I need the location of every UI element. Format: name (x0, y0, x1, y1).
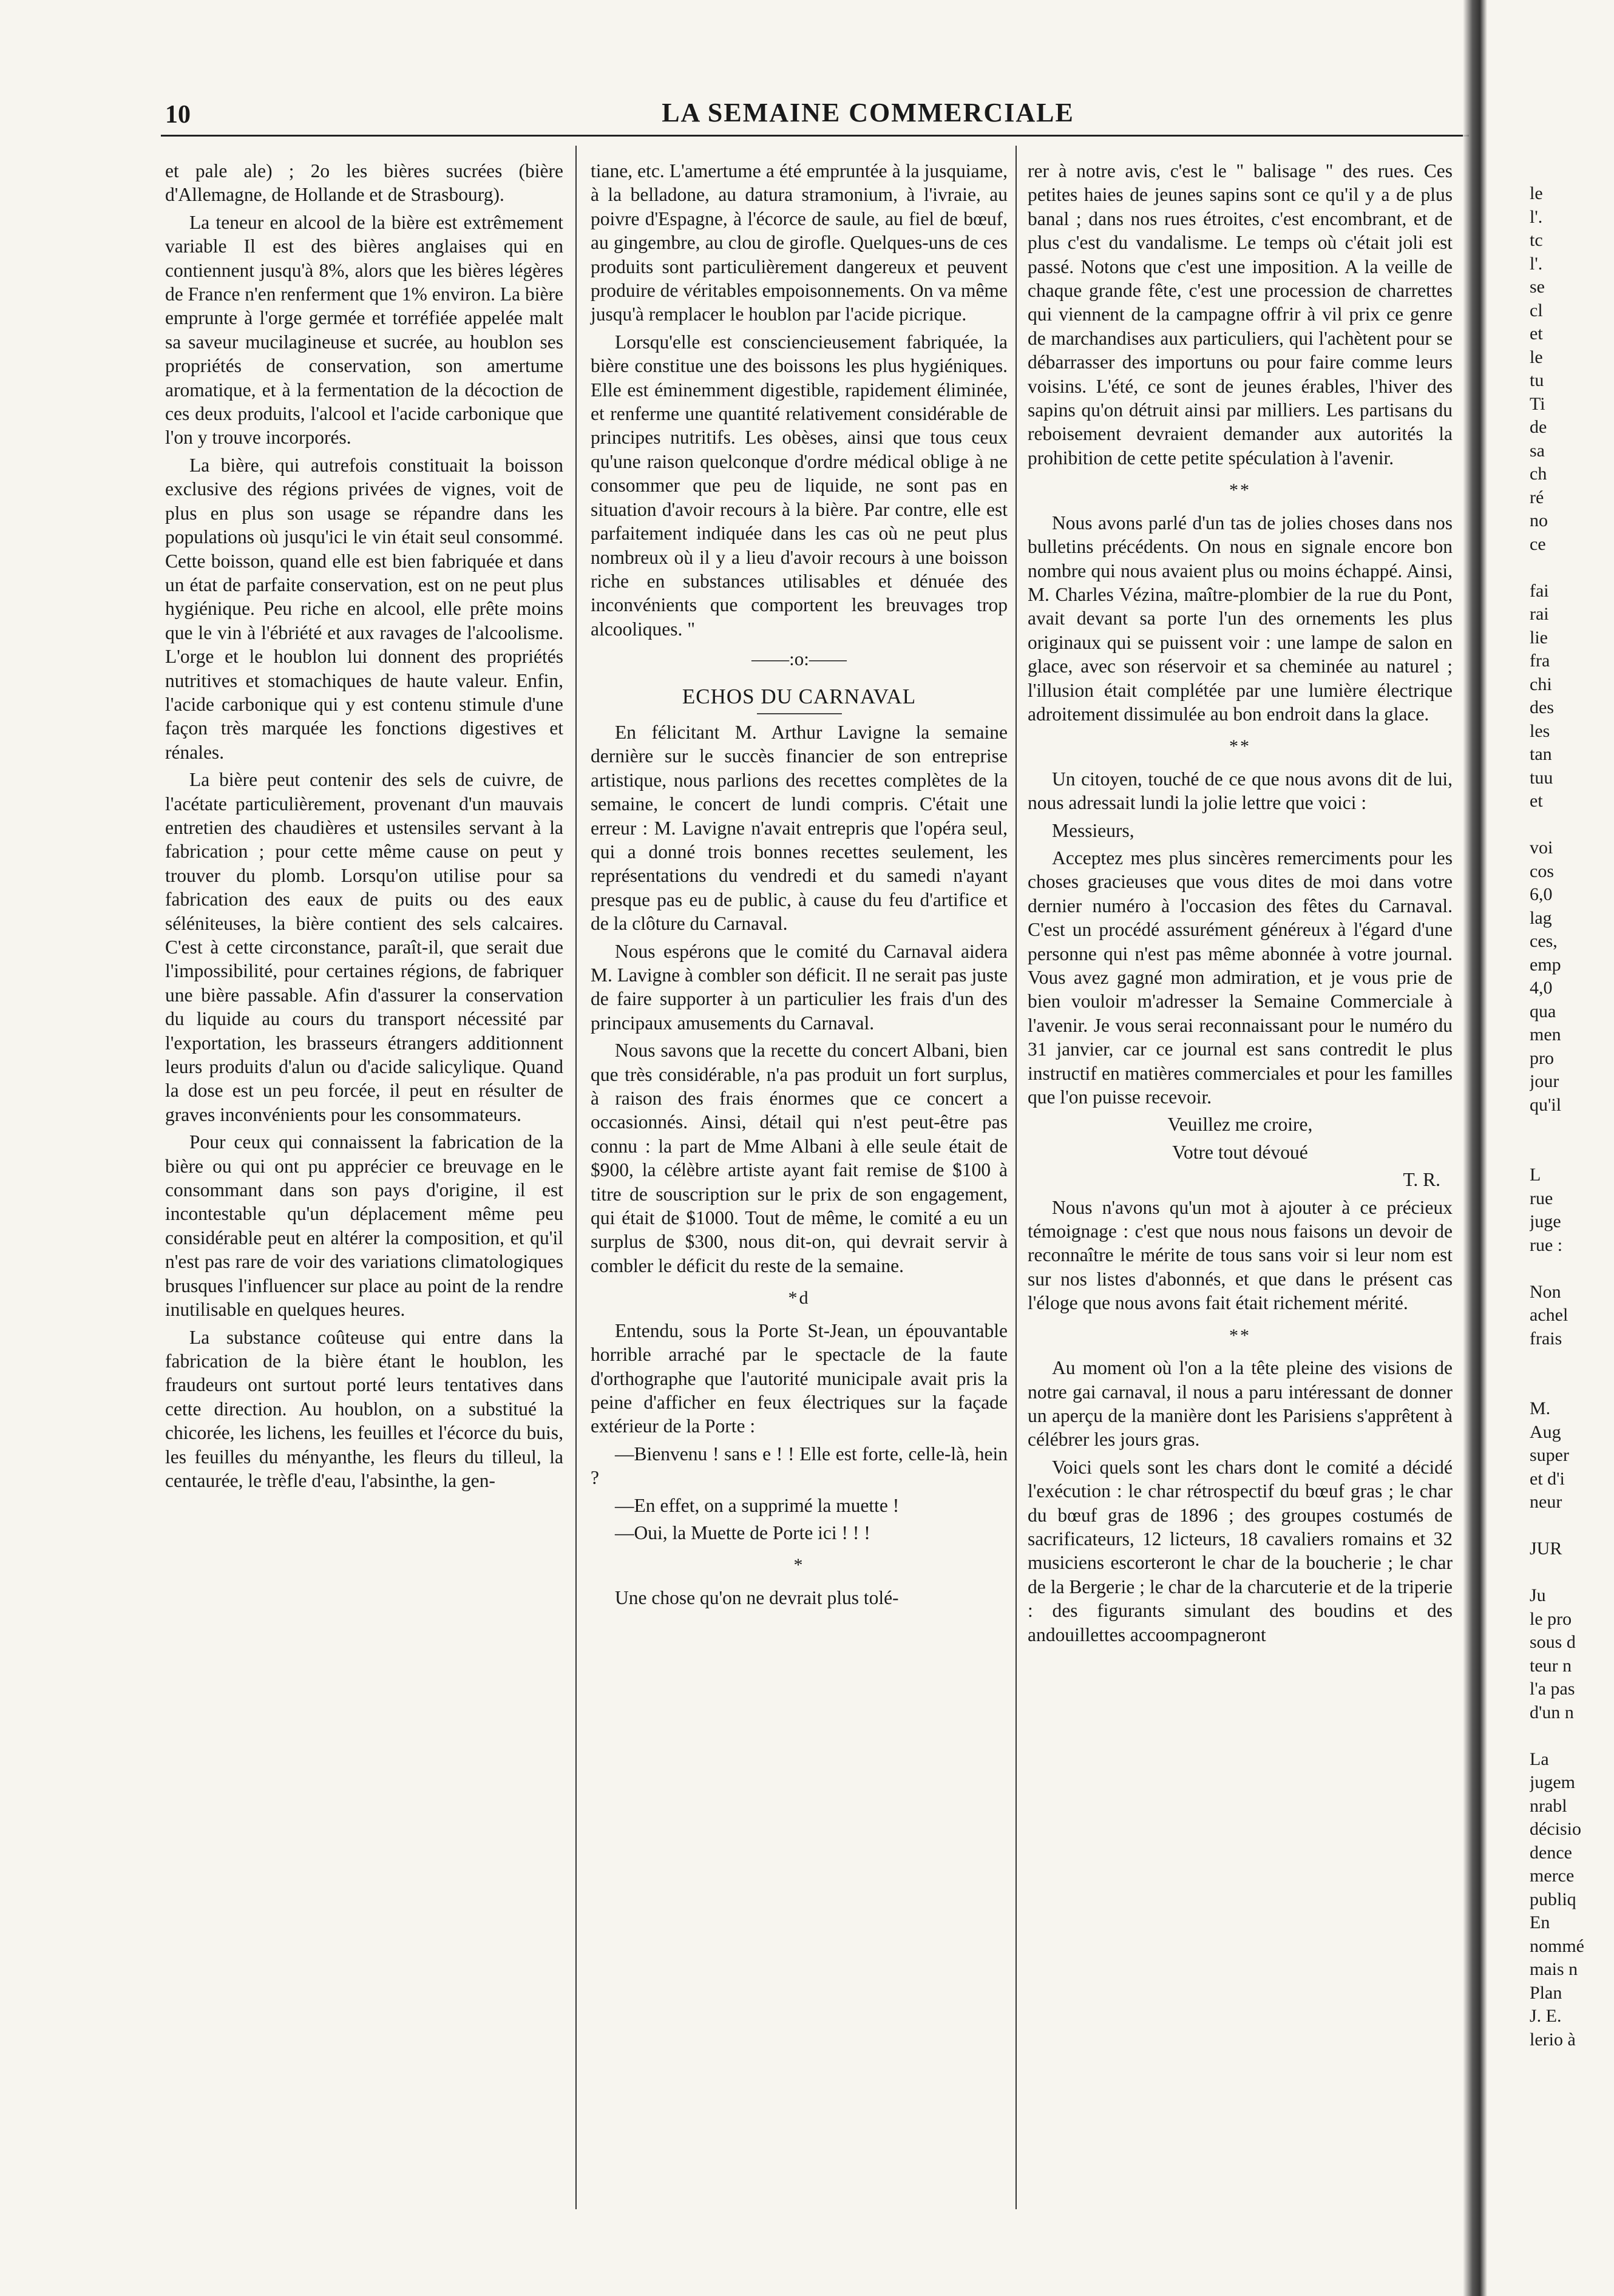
edge-fragment: teur n (1530, 1655, 1572, 1676)
article-paragraph: Lorsqu'elle est consciencieusement fabriquée, la bière constitue une des boissons les plus hygiéniques. Elle est éminemment digestible, rapidement éliminée, et renferme une quantité relativement considérable de principes nutritifs. Les obèses, ainsi que tous ceux qu'une raison quelconque d'ordre médical oblige à ne consommer que peu de liquide, ne sont pas en situation d'avoir recours à la bière. Par contre, elle est parfaitement indiquée dans les cas où ne peut plus nombreux où il y a lieu d'avoir recours à une boisson riche en substances utilisables et dénuée des inconvénients que comportent les breuvages trop alcooliques. " (591, 331, 1008, 640)
article-paragraph: —Bienvenu ! sans e ! ! Elle est forte, celle-là, hein ? (591, 1443, 1008, 1489)
edge-fragment: de (1530, 417, 1547, 437)
edge-fragment: mais n (1530, 1959, 1578, 1979)
edge-fragment: lerio à (1530, 2029, 1576, 2050)
edge-fragment: tuu (1530, 767, 1553, 788)
edge-fragment: rue : (1530, 1234, 1563, 1255)
edge-fragment: J. E. (1530, 2006, 1562, 2026)
edge-fragment: achel (1530, 1305, 1568, 1325)
edge-fragment: tan (1530, 744, 1552, 764)
edge-fragment: La (1530, 1749, 1549, 1769)
article-paragraph: Nous espérons que le comité du Carnaval aidera M. Lavigne à combler son déficit. Il ne serait pas juste de faire supporter à un particulier les frais d'un des principaux amusements du Carnaval. (591, 940, 1008, 1034)
edge-fragment (1530, 813, 1590, 837)
edge-fragment: l'a pas (1530, 1679, 1575, 1699)
edge-fragment: tu (1530, 370, 1544, 390)
article-paragraph: En félicitant M. Arthur Lavigne la semaine dernière sur le succès financier de son entreprise artistique, nous parlions des recettes complètes de la semaine, le concert de lundi compris. C'était une erreur : M. Lavigne n'avait entrepris que l'opéra seul, qui a donné trois bonnes recettes seulement, les représentations du vendredi et du samedi n'ayant presque pas eu de public, à cause du feu d'artifice et de la clôture du Carnaval. (591, 721, 1008, 935)
edge-fragment: rai (1530, 604, 1549, 624)
edge-fragment: 4,0 (1530, 978, 1553, 998)
edge-fragment: jour (1530, 1071, 1559, 1091)
page-gutter-shadow (1463, 0, 1487, 2296)
asterism: ** (1229, 736, 1251, 757)
edge-fragment: sous d (1530, 1632, 1576, 1652)
edge-fragment: merce (1530, 1866, 1575, 1886)
edge-fragment: l'. (1530, 206, 1543, 227)
article-paragraph: Au moment où l'on a la tête pleine des visions de notre gai carnaval, il nous a paru intéressant de donner un aperçu de la manière dont les Parisiens s'apprêtent à célébrer les jours gras. (1028, 1357, 1453, 1451)
edge-fragment: chi (1530, 674, 1552, 694)
article-paragraph: Nous savons que la recette du concert Albani, bien que très considérable, n'a pas produit un fort surplus, à raison des frais énormes que ce concert a occasionnés. Ainsi, détail qui n'est peut-être pas connu : la part de Mme Albani à elle seule était de $900, la célèbre artiste ayant fait remise de $100 à titre de souscription sur le prix de son engagement, qui était de $1000. Tout de même, le comité a eu un surplus de $300, nous dit-on, qui devrait servir à combler le déficit du reste de la semaine. (591, 1040, 1008, 1276)
edge-fragment (1530, 556, 1590, 580)
article-paragraph: La bière peut contenir des sels de cuivre, de l'acétate particulièrement, provenant d'un mauvais entretien des chaudières et ustensiles servant à la fabrication ; pour cette même cause on peut y trouver du plomb. Lorsqu'on utilise pour sa fabrication des eaux de puits ou des eaux séléniteuses, la bière contient des sels calcaires. C'est à cette circonstance, paraît-il, que serait due l'impossibilité, pour certaines régions, de fabriquer une bière passable. Afin d'assurer la conservation du liquide au cours du transport nécessité par l'exportation, les brasseurs étrangers additionnent leurs produits d'alun ou d'acide salicylique. Quand la dose est un peu forcée, il peut en résulter de graves inconvénients pour les consommateurs. (165, 769, 563, 1125)
page-number: 10 (165, 101, 191, 129)
heading-rule (757, 713, 842, 714)
edge-fragment: décisio (1530, 1819, 1581, 1839)
column-2 (591, 159, 1008, 1613)
edge-fragment: frais (1530, 1328, 1562, 1349)
header-rule (161, 135, 1469, 137)
edge-fragment (1530, 1140, 1590, 1164)
article-paragraph: Voici quels sont les chars dont le comité a décidé l'exécution : le char rétrospectif du bœuf gras ; le char du bœuf gras de 1896 ; des groupes costumés de sacrificateurs, 12 licteurs, 18 cavaliers romains et 32 musiciens escorteront le char de la boucherie ; le char de la Bergerie ; le char de la charcuterie et de la triperie : des figurants simulant des boudins et des andouillettes accoompagneront (1028, 1456, 1453, 1645)
edge-fragment: et d'i (1530, 1468, 1565, 1489)
edge-fragment: Ti (1530, 393, 1545, 414)
article-paragraph: Un citoyen, touché de ce que nous avons dit de lui, nous adressait lundi la jolie lettre que voici : (1028, 768, 1453, 814)
edge-fragment: pro (1530, 1048, 1554, 1068)
edge-fragment: 6,0 (1530, 884, 1553, 904)
edge-fragment: fra (1530, 651, 1550, 671)
edge-fragment: no (1530, 510, 1548, 530)
edge-fragment: men (1530, 1024, 1561, 1045)
edge-fragment: ch (1530, 464, 1547, 484)
edge-fragment: lag (1530, 907, 1552, 928)
edge-fragment: ce (1530, 533, 1546, 554)
section-heading: ECHOS DU CARNAVAL (682, 684, 917, 708)
adjacent-page-fragments (1530, 182, 1590, 2051)
edge-fragment: qu'il (1530, 1094, 1562, 1115)
edge-fragment (1530, 1374, 1590, 1398)
edge-fragment: super (1530, 1445, 1569, 1465)
edge-fragment: M. (1530, 1398, 1551, 1418)
edge-fragment: L (1530, 1165, 1541, 1185)
article-paragraph: tiane, etc. L'amertume a été empruntée à la jusquiame, à la belladone, au datura stramonium, à l'ivraie, au poivre d'Espagne, à l'écorce de saule, au fiel de bœuf, au gingembre, au clou de girofle. Quelques-uns de ces produits sont particulièrement dangereux et peuvent produire de véritables empoisonnements. On va même jusqu'à remplacer le houblon par l'acide picrique. (591, 160, 1008, 325)
edge-fragment (1530, 1350, 1590, 1374)
edge-fragment: le (1530, 347, 1543, 367)
edge-fragment: et (1530, 791, 1543, 811)
edge-fragment: le pro (1530, 1608, 1572, 1629)
edge-fragment: Ju (1530, 1585, 1546, 1605)
edge-fragment: En (1530, 1912, 1550, 1932)
column-3 (1028, 159, 1453, 1650)
edge-fragment: lie (1530, 627, 1548, 648)
edge-fragment: dence (1530, 1842, 1572, 1863)
article-paragraph: Pour ceux qui connaissent la fabrication de la bière ou qui ont pu apprécier ce breuvage en le consommant dans son pays d'origine, il est incontestable qu'un déplacement même peu considérable peut en altérer la composition, et qu'il n'est pas rare de voir des variations climatologiques brusques l'influencer sur place au point de la rendre inutilisable en quelques heures. (165, 1131, 563, 1321)
asterism: * (793, 1555, 805, 1576)
edge-fragment: qua (1530, 1001, 1556, 1021)
column-1 (165, 159, 563, 1496)
edge-fragment: nommé (1530, 1935, 1584, 1956)
edge-fragment: ré (1530, 487, 1544, 507)
edge-fragment: ces, (1530, 931, 1558, 951)
edge-fragment (1530, 1257, 1590, 1281)
section-separator: ——:o:—— (751, 648, 847, 670)
edge-fragment: publiq (1530, 1889, 1576, 1909)
edge-fragment (1530, 1561, 1590, 1585)
edge-fragment: emp (1530, 954, 1561, 975)
letter-closing: Veuillez me croire, (1167, 1114, 1313, 1136)
edge-fragment: Non (1530, 1281, 1561, 1302)
edge-fragment: juge (1530, 1211, 1561, 1231)
letter-salutation: Messieurs, (1052, 819, 1134, 841)
asterism: ** (1229, 1325, 1251, 1346)
letter-signature: T. R. (1403, 1169, 1440, 1191)
article-paragraph: La substance coûteuse qui entre dans la fabrication de la bière étant le houblon, les fraudeurs ont surtout porté leurs tentatives dans cette direction. Au houblon, on a substitué la chicorée, les lichens, les feuilles et l'écorce du buis, les feuilles du ményanthe, les fleurs du tilleul, la centaurée, le trèfle d'eau, l'absinthe, la gen- (165, 1326, 563, 1491)
article-paragraph: Nous n'avons qu'un mot à ajouter à ce précieux témoignage : c'est que nous nous faisons un devoir de reconnaître le mérite de tous sans voir si leur nom est sur nos listes d'abonnés, et que dans le présent cas l'éloge que nous avons fait était richement mérité. (1028, 1196, 1453, 1314)
asterism: ** (1229, 480, 1251, 501)
edge-fragment: neur (1530, 1492, 1562, 1512)
article-paragraph: La bière, qui autrefois constituait la boisson exclusive des régions privées de vignes, voit de plus en plus son usage se répandre dans les populations où jusqu'ici le vin était seul consommé. Cette boisson, quand elle est bien fabriquée et dans un état de parfaite conservation, est on ne peut plus hygiénique. Peu riche en alcool, elle prête moins que le vin à l'ébriété et aux ravages de l'alcoolisme. L'orge et le houblon lui donnent des propriétés nutritives et stomachiques de haute valeur. Enfin, l'acide carbonique qui y est contenu stimule d'une façon très marquée les fonctions digestives et rénales. (165, 454, 563, 763)
edge-fragment: l'. (1530, 253, 1543, 274)
edge-fragment: Plan (1530, 1982, 1562, 2003)
edge-fragment: nrabl (1530, 1795, 1567, 1816)
column-rule-2 (1016, 146, 1017, 2209)
edge-fragment: le (1530, 183, 1543, 203)
edge-fragment: et (1530, 323, 1543, 344)
letter-body: Acceptez mes plus sincères remerciments pour les choses gracieuses que vous dites de moi dans votre dernier numéro à l'occasion des fêtes du Carnaval. C'est un procédé assurément généreux à l'égard d'une personne qui n'est pas même abonnée à votre journal. Vous avez gagné mon admiration, et je vous prie de bien vouloir m'adresser la Semaine Commerciale à l'avenir. Je vous serai reconnaissant pour le numéro du 31 janvier, car ce journal est sans contredit le plus instructif en matières commerciales et pour les familles que l'on puisse recevoir. (1028, 847, 1453, 1108)
edge-fragment: d'un n (1530, 1702, 1574, 1722)
article-paragraph: rer à notre avis, c'est le " balisage " des rues. Ces petites haies de jeunes sapins sont ce qu'il y a de plus banal ; dans nos rues étroites, c'est encombrant, et de plus c'est du vandalisme. Le temps où c'était joli est passé. Notons que c'est une imposition. A la veille de chaque grande fête, c'est une procession de charrettes qui viennent de la campagne offrir à vil prix ce genre de marchandises aux particuliers, qui l'achètent pour se débarrasser des importuns ou pour faire comme leurs voisins. L'été, ce sont de jeunes érables, l'hiver des sapins qu'on détruit ainsi par milliers. Les partisans du reboisement devraient demander aux autorités la prohibition de cette petite spéculation à l'avenir. (1028, 160, 1453, 469)
asterism: *d (788, 1288, 810, 1309)
edge-fragment (1530, 1514, 1590, 1538)
article-paragraph: et pale ale) ; 2o les bières sucrées (bière d'Allemagne, de Hollande et de Strasbourg). (165, 160, 563, 206)
edge-fragment: rue (1530, 1188, 1553, 1208)
edge-fragment: tc (1530, 230, 1543, 250)
column-rule-1 (575, 146, 577, 2209)
edge-fragment: les (1530, 720, 1550, 741)
edge-fragment: des (1530, 697, 1554, 717)
edge-fragment: se (1530, 277, 1545, 297)
article-paragraph: Une chose qu'on ne devrait plus tolé- (615, 1587, 899, 1608)
edge-fragment: fai (1530, 580, 1549, 601)
edge-fragment: JUR (1530, 1539, 1562, 1559)
edge-fragment: Aug (1530, 1421, 1561, 1442)
article-paragraph: Entendu, sous la Porte St-Jean, un épouvantable horrible arraché par le spectacle de la faute d'orthographe que l'autorité municipale avait pris la peine d'afficher en feux électriques sur la façade extérieur de la Porte : (591, 1319, 1008, 1437)
letter-closing: Votre tout dévoué (1172, 1141, 1308, 1163)
edge-fragment: voi (1530, 838, 1553, 858)
edge-fragment: cos (1530, 861, 1554, 881)
masthead-title: LA SEMAINE COMMERCIALE (662, 98, 1074, 127)
edge-fragment: jugem (1530, 1772, 1575, 1792)
edge-fragment (1530, 1117, 1590, 1140)
edge-fragment: sa (1530, 440, 1545, 461)
article-paragraph: Nous avons parlé d'un tas de jolies choses dans nos bulletins précédents. On nous en signale encore bon nombre qui nous avaient plus ou moins échappé. Ainsi, M. Charles Vézina, maître-plombier de la rue du Pont, avait devant sa porte l'un des ornements les plus originaux qui se puissent voir : une lampe de salon en glace, avec son réservoir et sa cheminée au naturel ; l'illusion était complétée par une lumière électrique adroitement dissimulée au bon endroit dans la glace. (1028, 512, 1453, 725)
edge-fragment: cl (1530, 300, 1543, 320)
article-paragraph: —En effet, on a supprimé la muette ! (615, 1494, 900, 1516)
edge-fragment (1530, 1724, 1590, 1748)
article-paragraph: La teneur en alcool de la bière est extrêmement variable Il est des bières anglaises qui en contiennent jusqu'à 8%, alors que les bières légères de France n'en renferment que 1% environ. La bière emprunte à l'orge germée et torréfiée appelée malt sa saveur mucilagineuse et sucrée, au houblon ses propriétés de conservation, son amertume aromatique, et à la fermentation de la décoction de ces deux produits, l'alcool et l'acide carbonique que l'on y trouve incorporés. (165, 211, 563, 449)
article-paragraph: —Oui, la Muette de Porte ici ! ! ! (615, 1522, 870, 1543)
